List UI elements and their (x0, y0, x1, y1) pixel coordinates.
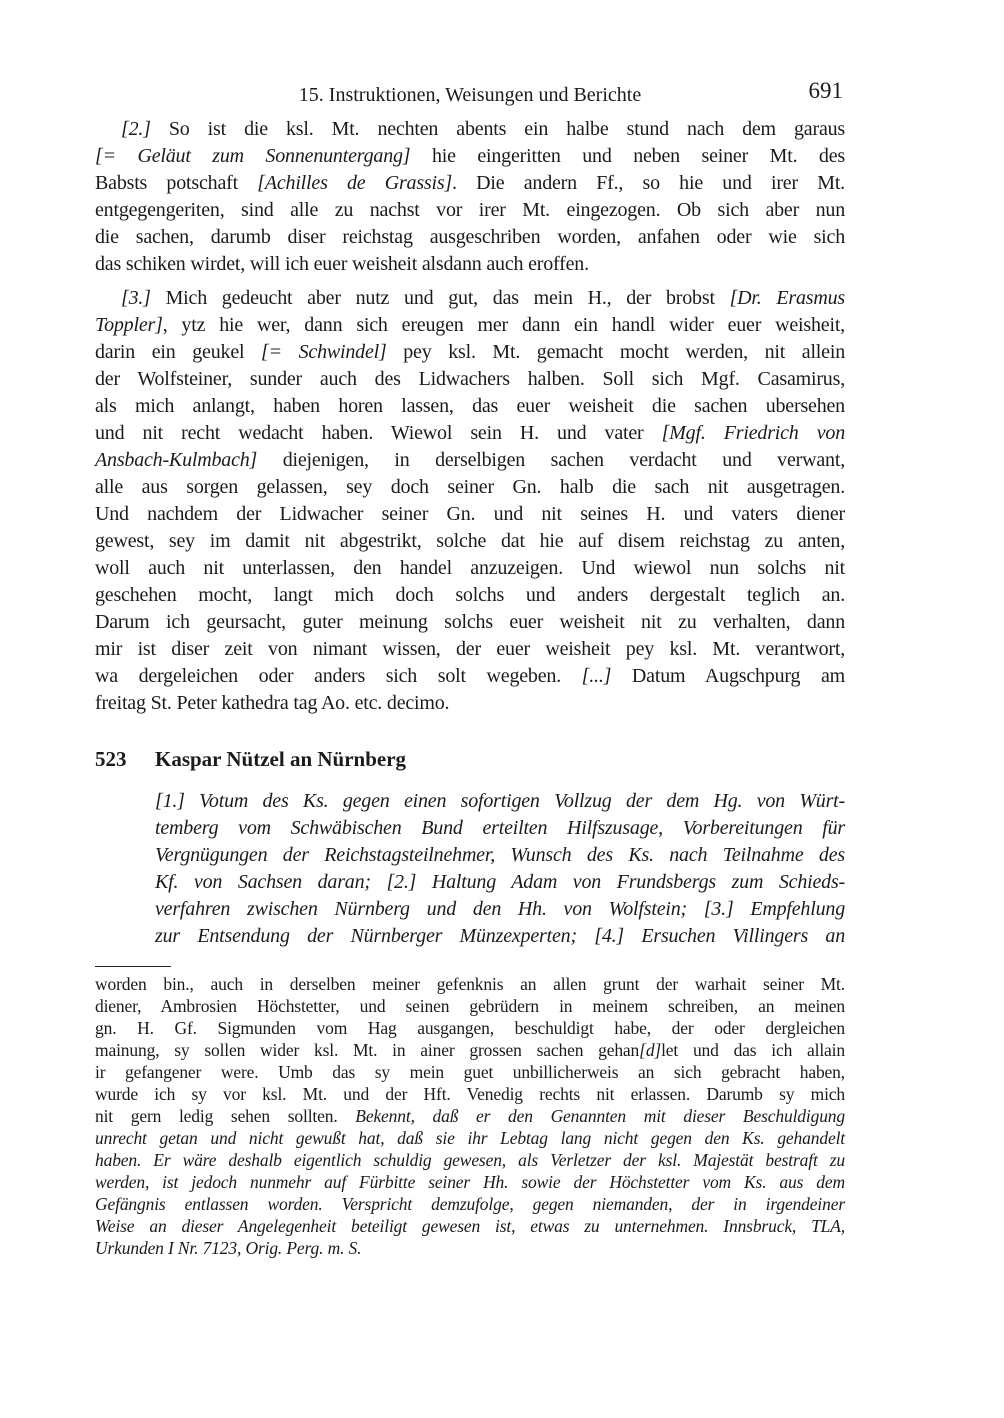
entry-heading (95, 746, 845, 773)
text-line: als mich anlangt, haben horen lassen, das euer weisheit die sachen ubersehen (95, 395, 845, 417)
text-line: Kf. von Sachsen daran; [2.] Haltung Adam von Frundsbergs zum Schieds- (155, 871, 845, 893)
text-line: darin ein geukel [= Schwindel] pey ksl. Mt. gemacht mocht werden, nit allein (95, 341, 845, 363)
entry-summary (155, 788, 845, 950)
text-line: ir gefangener were. Umb das sy mein guet unbillicherweis an sich gebracht haben, (95, 1062, 845, 1082)
text-line: und nit recht wedacht haben. Wiewol sein H. und vater [Mgf. Friedrich von (95, 422, 846, 444)
text-line: [1.] Votum des Ks. gegen einen sofortigen Vollzug der dem Hg. von Würt- (155, 790, 845, 812)
text-line: Babsts potschaft [Achilles de Grassis]. Die andern Ff., so hie und irer Mt. (95, 172, 845, 194)
text-line: haben. Er wäre deshalb eigentlich schuldig gewesen, als Verletzer der ksl. Majestät bestraft zu (95, 1150, 845, 1170)
text-line: geschehen mocht, langt mich doch solchs und anders dergestalt teglich an. (95, 584, 845, 606)
page-number: 691 (808, 78, 843, 103)
text-line: unrecht getan und nicht gewußt hat, daß sie ihr Lebtag lang nicht gegen den Ks. gehandelt (95, 1128, 845, 1148)
footnote-text (95, 973, 845, 1259)
text-line: das schiken wirdet, will ich euer weisheit alsdann auch eroffen. (95, 253, 589, 275)
text-line: Toppler], ytz hie wer, dann sich ereugen mer dann ein handl wider euer weisheit, (95, 314, 845, 336)
text-line: [3.] Mich gedeucht aber nutz und gut, das mein H., der brobst [Dr. Erasmus (121, 287, 845, 309)
text-line: verfahren zwischen Nürnberg und den Hh. von Wolfstein; [3.] Empfehlung (155, 898, 845, 920)
text-line: worden bin., auch in derselben meiner gefenknis an allen grunt der warhait seiner Mt. (95, 974, 845, 994)
footnote-separator (95, 966, 171, 967)
text-line: woll auch nit unterlassen, den handel anzuzeigen. Und wiewol nun solchs nit (95, 557, 845, 579)
entry-title: Kaspar Nützel an Nürnberg (155, 747, 407, 771)
text-line: gewest, sey im damit nit abgestrikt, solche dat hie auf disem reichstag zu anten, (95, 530, 845, 552)
text-line: alle aus sorgen gelassen, sey doch seiner Gn. halb die sach nit ausgetragen. (95, 476, 845, 498)
text-line: nit gern ledig sehen sollten. Bekennt, daß er den Genannten mit dieser Beschuldigung (95, 1106, 845, 1126)
text-line: Ansbach-Kulmbach] diejenigen, in derselbigen sachen verdacht und verwant, (95, 449, 845, 471)
text-line: [2.] So ist die ksl. Mt. nechten abents ein halbe stund nach dem garaus (121, 118, 845, 140)
text-line: Und nachdem der Lidwacher seiner Gn. und nit seines H. und vaters diener (95, 503, 845, 525)
text-line: gn. H. Gf. Sigmunden vom Hag ausgangen, beschuldigt habe, der oder dergleichen (95, 1018, 845, 1038)
running-header (95, 78, 845, 107)
letter-text (95, 116, 845, 717)
text-line: Gefängnis entlassen worden. Verspricht demzufolge, gegen niemanden, der in irgendeiner (95, 1194, 845, 1214)
paragraph-2 (95, 116, 845, 278)
text-line: diener, Ambrosien Höchstetter, und seinen gebrüdern in meinem schreiben, an meinen (95, 996, 845, 1016)
text-line: freitag St. Peter kathedra tag Ao. etc. decimo. (95, 692, 450, 714)
text-line: mainung, sy sollen wider ksl. Mt. in ainer grossen sachen gehan[d]let und das ich allain (95, 1040, 845, 1060)
text-line: zur Entsendung der Nürnberger Münzexperten; [4.] Ersuchen Villingers an (155, 925, 845, 947)
text-line: [= Geläut zum Sonnenuntergang] hie eingeritten und neben seiner Mt. des (95, 145, 845, 167)
text-line: entgegengeriten, sind alle zu nachst vor irer Mt. eingezogen. Ob sich aber nun (95, 199, 845, 221)
text-line: temberg vom Schwäbischen Bund erteilten Hilfszusage, Vorbereitungen für (155, 817, 845, 839)
entry-number: 523 (95, 747, 127, 771)
text-line: Vergnügungen der Reichstagsteilnehmer, Wunsch des Ks. nach Teilnahme des (155, 844, 845, 866)
running-header-title: 15. Instruktionen, Weisungen und Berichte (298, 84, 642, 106)
text-line: Urkunden I Nr. 7123, Orig. Perg. m. S. (95, 1238, 362, 1258)
text-line: Weise an dieser Angelegenheit beteiligt gewesen ist, etwas zu unternehmen. Innsbruck, TLA, (95, 1216, 845, 1236)
text-line: mir ist diser zeit von nimant wissen, der euer weisheit pey ksl. Mt. verantwort, (95, 638, 845, 660)
text-line: der Wolfsteiner, sunder auch des Lidwachers halben. Soll sich Mgf. Casamirus, (95, 368, 845, 390)
paragraph-3 (95, 285, 845, 717)
text-line: die sachen, darumb diser reichstag ausgeschriben worden, anfahen oder wie sich (95, 226, 845, 248)
text-line: werden, ist jedoch nunmehr auf Fürbitte seiner Hh. sowie der Höchstetter vom Ks. aus dem (95, 1172, 845, 1192)
text-line: Darum ich geursacht, guter meinung solchs euer weisheit nit zu verhalten, dann (95, 611, 845, 633)
text-line: wurde ich sy vor ksl. Mt. und der Hft. Venedig rechts nit erlassen. Darumb sy mich (95, 1084, 845, 1104)
text-line: wa dergeleichen oder anders sich solt wegeben. [...] Datum Augschpurg am (95, 665, 845, 687)
